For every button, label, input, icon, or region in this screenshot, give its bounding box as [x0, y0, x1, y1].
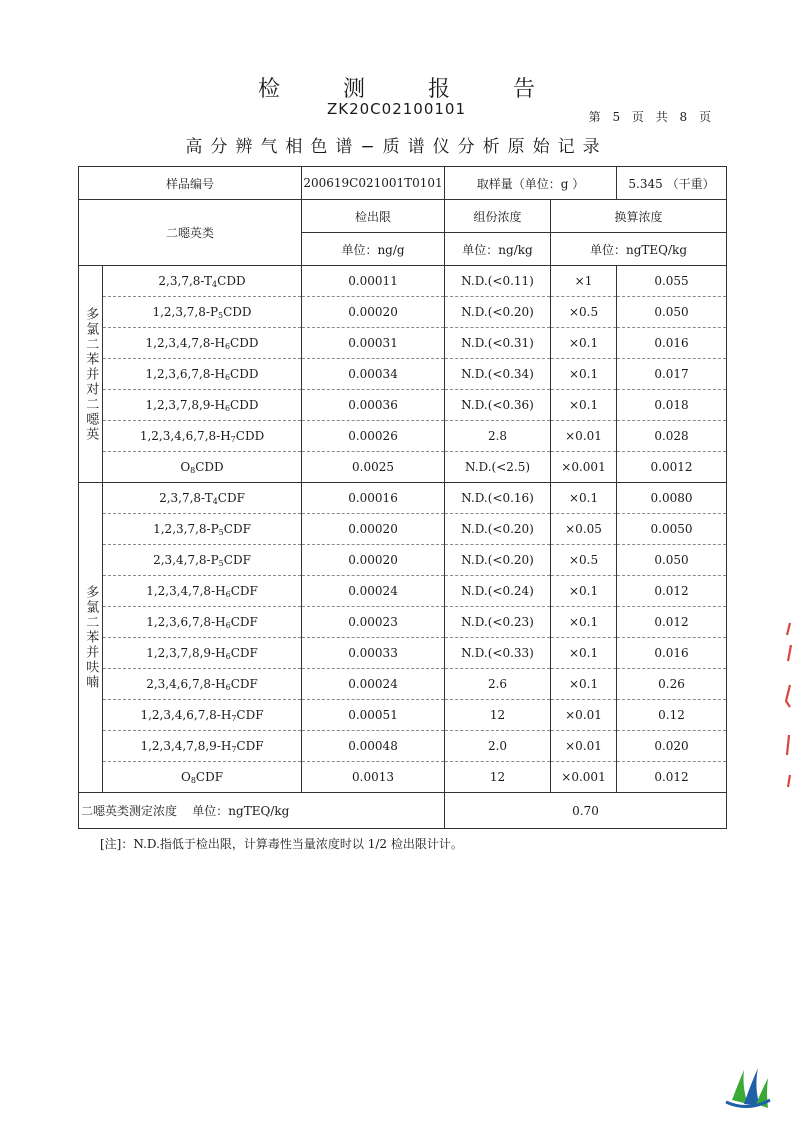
page-number: 第 5 页 共 8 页 [588, 110, 715, 124]
congener-name [103, 731, 302, 762]
congener-suffix: CDF [230, 614, 258, 629]
congener-prefix: 1,2,3,6,7,8-H [145, 366, 225, 381]
lod-value: 0.0025 [302, 452, 445, 483]
sample-no-label: 样品编号 [79, 167, 302, 200]
congener-subscript: 4 [212, 279, 218, 289]
table-row [79, 452, 727, 483]
congener-prefix: 2,3,4,6,7,8-H [146, 676, 226, 691]
congener-subscript: 5 [218, 527, 224, 537]
congener-name [103, 266, 302, 297]
table-row [79, 669, 727, 700]
sample-no-value: 200619C021001T0101 [302, 167, 445, 200]
lod-value: 0.0013 [302, 762, 445, 793]
tef-factor: ×0.1 [551, 390, 617, 421]
stamp-edge-mark [784, 615, 793, 795]
tef-factor: ×0.01 [551, 700, 617, 731]
congener-name [103, 762, 302, 793]
sample-qty-label: 取样量（单位：g ） [445, 167, 617, 200]
table-row [79, 576, 727, 607]
congener-suffix: CDD [230, 366, 259, 381]
tef-factor: ×0.5 [551, 297, 617, 328]
tef-factor: ×0.5 [551, 545, 617, 576]
dioxin-header: 二噁英类 [79, 200, 302, 266]
tef-factor: ×0.001 [551, 762, 617, 793]
congener-subscript: 7 [231, 713, 237, 723]
group-pcdd-label-text: 多氯二苯并对二噁英 [83, 306, 99, 442]
tef-factor: ×0.1 [551, 607, 617, 638]
congener-subscript: 6 [225, 589, 231, 599]
tef-factor: ×0.1 [551, 669, 617, 700]
total-label-cell [79, 793, 445, 829]
teq-value: 0.018 [617, 390, 727, 421]
concentration-value: N.D.(<0.24) [445, 576, 551, 607]
company-logo [722, 1060, 774, 1112]
header-row-1 [79, 200, 727, 233]
group-pcdf-label-text: 多氯二苯并呋喃 [83, 585, 99, 690]
teq-value: 0.017 [617, 359, 727, 390]
concentration-value: N.D.(<0.20) [445, 297, 551, 328]
concentration-value: N.D.(<0.36) [445, 390, 551, 421]
lod-value: 0.00023 [302, 607, 445, 638]
congener-prefix: 2,3,7,8-T [159, 490, 213, 505]
congener-suffix: CDD [195, 459, 224, 474]
teq-value: 0.12 [617, 700, 727, 731]
congener-subscript: 7 [231, 744, 237, 754]
lod-header: 检出限 [302, 200, 445, 233]
concentration-value: N.D.(<0.23) [445, 607, 551, 638]
congener-name [103, 452, 302, 483]
congener-prefix: 1,2,3,4,7,8-H [145, 335, 225, 350]
concentration-value: N.D.(<0.33) [445, 638, 551, 669]
congener-suffix: CDF [217, 490, 245, 505]
concentration-value: N.D.(<0.16) [445, 483, 551, 514]
congener-name [103, 390, 302, 421]
congener-prefix: 1,2,3,6,7,8-H [146, 614, 226, 629]
total-row [79, 793, 727, 829]
lod-value: 0.00026 [302, 421, 445, 452]
congener-name [103, 421, 302, 452]
congener-subscript: 8 [190, 465, 196, 475]
congener-name [103, 328, 302, 359]
congener-subscript: 6 [224, 341, 231, 351]
congener-subscript: 4 [212, 496, 218, 506]
congener-suffix: CDF [223, 552, 251, 567]
lod-value: 0.00048 [302, 731, 445, 762]
tef-factor: ×0.1 [551, 359, 617, 390]
congener-suffix: CDD [217, 273, 246, 288]
congener-subscript: 8 [190, 775, 196, 785]
teq-value: 0.016 [617, 638, 727, 669]
congener-suffix: CDD [235, 428, 265, 443]
table-row [79, 328, 727, 359]
congener-prefix: 1,2,3,7,8-P [152, 304, 219, 319]
congener-name [103, 700, 302, 731]
congener-prefix: 1,2,3,4,7,8,9-H [140, 738, 232, 753]
tef-factor: ×0.01 [551, 421, 617, 452]
congener-prefix: O [180, 769, 191, 784]
tef-factor: ×0.001 [551, 452, 617, 483]
congener-subscript: 6 [225, 682, 231, 692]
congener-suffix: CDF [223, 521, 251, 536]
group-pcdf-label [79, 483, 103, 793]
teq-value: 0.012 [617, 576, 727, 607]
concentration-value: N.D.(<0.11) [445, 266, 551, 297]
tef-factor: ×0.05 [551, 514, 617, 545]
lod-value: 0.00016 [302, 483, 445, 514]
lod-value: 0.00033 [302, 638, 445, 669]
teq-unit: 单位：ngTEQ/kg [551, 233, 727, 266]
congener-name [103, 545, 302, 576]
table-row [79, 359, 727, 390]
concentration-value: N.D.(<0.34) [445, 359, 551, 390]
concentration-value: N.D.(<2.5) [445, 452, 551, 483]
congener-suffix: CDD [230, 397, 259, 412]
table-row [79, 700, 727, 731]
lod-value: 0.00020 [302, 545, 445, 576]
lod-value: 0.00024 [302, 576, 445, 607]
congener-name [103, 669, 302, 700]
congener-name [103, 576, 302, 607]
table-row [79, 421, 727, 452]
tef-factor: ×1 [551, 266, 617, 297]
congener-subscript: 5 [218, 310, 224, 320]
table-row [79, 545, 727, 576]
teq-value: 0.26 [617, 669, 727, 700]
teq-value: 0.050 [617, 297, 727, 328]
congener-name [103, 638, 302, 669]
congener-subscript: 6 [224, 403, 231, 413]
teq-value: 0.016 [617, 328, 727, 359]
sample-qty-value: 5.345 （干重） [617, 167, 727, 200]
lod-value: 0.00051 [302, 700, 445, 731]
tef-factor: ×0.1 [551, 576, 617, 607]
concentration-value: 2.8 [445, 421, 551, 452]
concentration-value: N.D.(<0.20) [445, 545, 551, 576]
congener-suffix: CDF [230, 676, 258, 691]
teq-value: 0.012 [617, 607, 727, 638]
congener-subscript: 6 [224, 372, 231, 382]
teq-header: 换算浓度 [551, 200, 727, 233]
congener-name [103, 483, 302, 514]
table-row [79, 266, 727, 297]
report-number: ZK20C02100101 [326, 100, 467, 118]
lod-value: 0.00024 [302, 669, 445, 700]
concentration-value: N.D.(<0.20) [445, 514, 551, 545]
table-row [79, 731, 727, 762]
congener-prefix: 1,2,3,7,8-P [153, 521, 219, 536]
record-subtitle: 高分辨气相色谱−质谱仪分析原始记录 [185, 137, 608, 157]
teq-value: 0.0080 [617, 483, 727, 514]
table-row [79, 483, 727, 514]
congener-prefix: 1,2,3,4,6,7,8-H [139, 428, 231, 443]
teq-value: 0.055 [617, 266, 727, 297]
group-pcdd-label [79, 266, 103, 483]
congener-prefix: 1,2,3,7,8,9-H [146, 645, 226, 660]
results-table [78, 166, 727, 829]
lod-value: 0.00011 [302, 266, 445, 297]
congener-subscript: 7 [230, 434, 236, 444]
total-label: 二噁英类测定浓度 [81, 804, 178, 818]
congener-prefix: O [180, 459, 191, 474]
congener-suffix: CDF [236, 738, 264, 753]
sample-info-row [79, 167, 727, 200]
table-row [79, 607, 727, 638]
footnote: [注]：N.D.指低于检出限，计算毒性当量浓度时以 1/2 检出限计计。 [100, 837, 463, 851]
total-value: 0.70 [445, 793, 727, 829]
congener-prefix: 1,2,3,7,8,9-H [145, 397, 225, 412]
concentration-value: 2.0 [445, 731, 551, 762]
congener-prefix: 1,2,3,4,7,8-H [146, 583, 226, 598]
teq-value: 0.0012 [617, 452, 727, 483]
lod-value: 0.00034 [302, 359, 445, 390]
lod-value: 0.00020 [302, 514, 445, 545]
lod-value: 0.00036 [302, 390, 445, 421]
concentration-value: 12 [445, 700, 551, 731]
tef-factor: ×0.01 [551, 731, 617, 762]
table-row [79, 638, 727, 669]
table-row [79, 390, 727, 421]
congener-suffix: CDD [230, 335, 259, 350]
concentration-value: 12 [445, 762, 551, 793]
congener-subscript: 6 [225, 651, 231, 661]
congener-prefix: 1,2,3,4,6,7,8-H [140, 707, 232, 722]
congener-prefix: 2,3,7,8-T [158, 273, 213, 288]
table-row [79, 297, 727, 328]
congener-name [103, 514, 302, 545]
report-title: 检 测 报 告 [258, 77, 563, 102]
tef-factor: ×0.1 [551, 638, 617, 669]
concentration-value: 2.6 [445, 669, 551, 700]
congener-prefix: 2,3,4,7,8-P [153, 552, 219, 567]
congener-suffix: CDF [230, 583, 258, 598]
congener-suffix: CDF [236, 707, 264, 722]
teq-value: 0.020 [617, 731, 727, 762]
teq-value: 0.0050 [617, 514, 727, 545]
table-row [79, 762, 727, 793]
lod-unit: 单位：ng/g [302, 233, 445, 266]
conc-unit: 单位：ng/kg [445, 233, 551, 266]
congener-suffix: CDD [223, 304, 252, 319]
teq-value: 0.012 [617, 762, 727, 793]
congener-name [103, 359, 302, 390]
concentration-value: N.D.(<0.31) [445, 328, 551, 359]
lod-value: 0.00020 [302, 297, 445, 328]
total-unit: 单位：ngTEQ/kg [192, 804, 290, 818]
congener-subscript: 6 [225, 620, 231, 630]
congener-name [103, 607, 302, 638]
congener-suffix: CDF [230, 645, 258, 660]
congener-name [103, 297, 302, 328]
conc-header: 组份浓度 [445, 200, 551, 233]
table-row [79, 514, 727, 545]
teq-value: 0.028 [617, 421, 727, 452]
tef-factor: ×0.1 [551, 328, 617, 359]
tef-factor: ×0.1 [551, 483, 617, 514]
congener-subscript: 5 [218, 558, 224, 568]
congener-suffix: CDF [195, 769, 224, 784]
teq-value: 0.050 [617, 545, 727, 576]
lod-value: 0.00031 [302, 328, 445, 359]
